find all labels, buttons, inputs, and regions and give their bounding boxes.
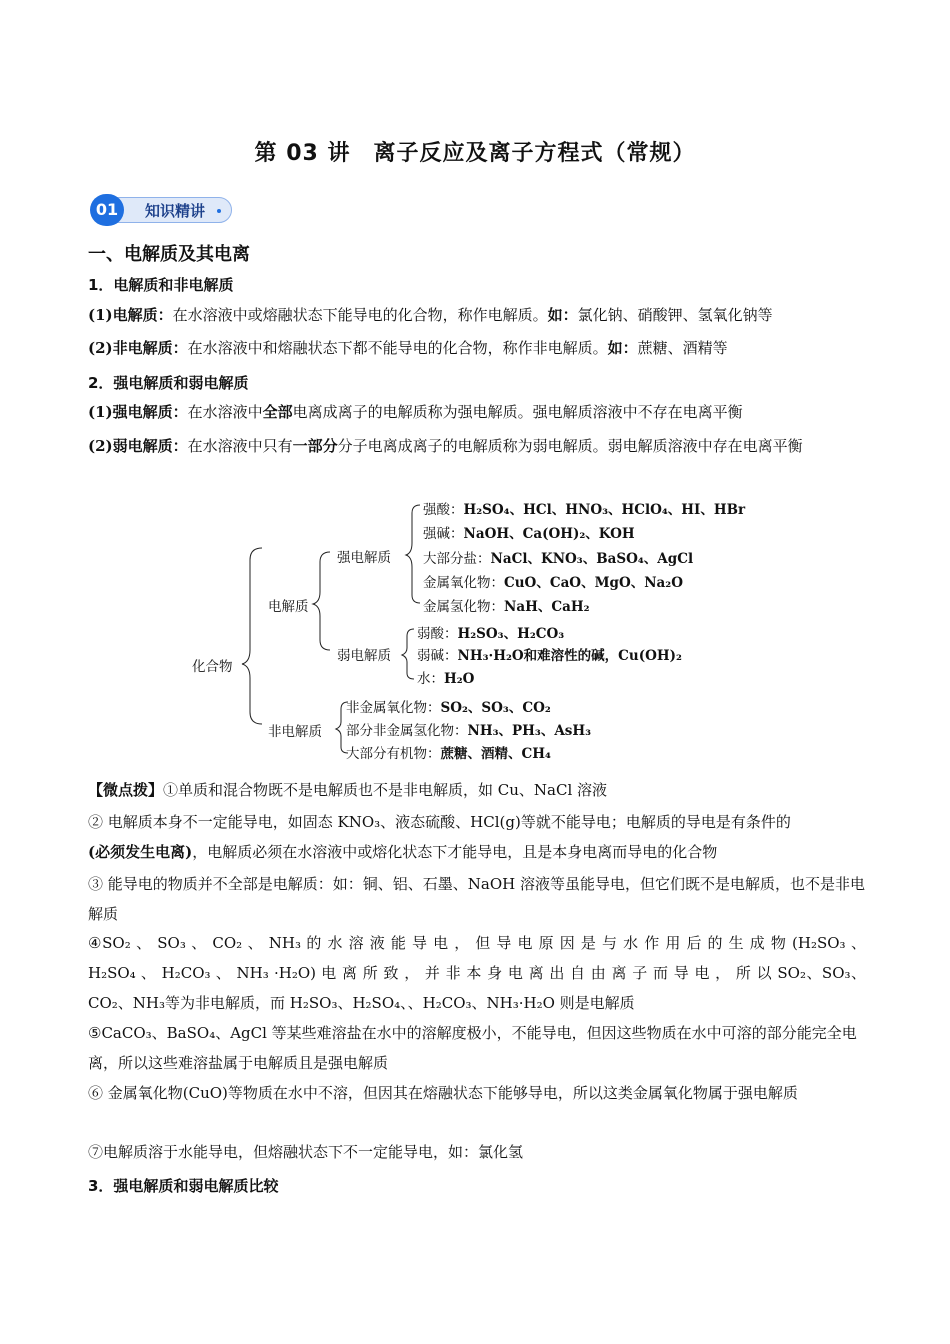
def-text: 在水溶液中和熔融状态下都不能导电的化合物，称作非电解质。 xyxy=(187,339,608,357)
item-label: 弱碱： xyxy=(417,648,458,664)
item-value: NH₃、PH₃、AsH₃ xyxy=(467,723,592,739)
tree-strong: 强电解质 xyxy=(337,550,391,566)
subheading-2: 2．强电解质和弱电解质 xyxy=(88,374,249,392)
item-label: 金属氧化物： xyxy=(423,575,504,591)
item-value: NaCl、KNO₃、BaSO₄、AgCl xyxy=(490,551,694,567)
section-heading: 一、电解质及其电离 xyxy=(88,244,250,265)
page-title: 第 03 讲 离子反应及离子方程式（常规） xyxy=(254,141,696,166)
brace-electrolyte xyxy=(313,552,330,650)
item-label: 部分非金属氢化物： xyxy=(346,723,468,739)
item-value: H₂O xyxy=(444,671,475,687)
subheading-1: 1．电解质和非电解质 xyxy=(88,276,234,294)
subheading-3: 3．强电解质和弱电解质比较 xyxy=(88,1177,279,1195)
non-item xyxy=(346,696,551,716)
def-text-b: 分子电离成离子的电解质称为弱电解质。弱电解质溶液中存在电离平衡 xyxy=(337,437,803,455)
strong-item xyxy=(423,522,635,542)
tree-non-electrolyte: 非电解质 xyxy=(268,724,322,740)
emphasis: 一部分 xyxy=(292,437,338,455)
strong-item xyxy=(423,595,590,615)
tree-weak: 弱电解质 xyxy=(337,648,391,664)
tip-text: ①单质和混合物既不是电解质也不是非电解质，如 Cu、NaCl 溶液 xyxy=(163,781,608,799)
item-value: H₂SO₃、H₂CO₃ xyxy=(457,626,565,642)
strong-item xyxy=(423,571,683,591)
term: (2)弱电解质： xyxy=(88,437,188,455)
tip-4: ④SO₂ 、 SO₃ 、 CO₂ 、 NH₃ 的 水 溶 液 能 导 电 ， 但 导 电 原 因 是 与 水 作 用 后 的 生 成 物 (H₂SO₃ 、 H₂SO₄ 、 H₂CO₃ 、 NH₃ ·H₂O) 电 离 所 致 ， 并 非 本 身 电 离 出 自 由 离 子 而 导 电 ， 所 以 SO₂、SO₃、CO₂、NH₃等为非电解质，而 H₂SO₃、H₂SO₄、、H₂CO₃、NH₃·H₂O 则是电解质 xyxy=(88,934,866,1012)
item-value: NaOH、Ca(OH)₂、KOH xyxy=(463,526,635,542)
tip-1 xyxy=(88,775,866,805)
term: (2)非电解质： xyxy=(88,339,188,357)
term: (1)强电解质： xyxy=(88,403,188,421)
badge-number: 01 xyxy=(90,194,124,226)
tip-emphasis: (必须发生电离) xyxy=(88,843,193,861)
item-value: 蔗糖、酒精、CH₄ xyxy=(440,746,551,762)
item-value: NH₃·H₂O和难溶性的碱，Cu(OH)₂ xyxy=(457,648,682,664)
def-text: 在水溶液中或熔融状态下能导电的化合物，称作电解质。 xyxy=(172,306,548,324)
eg-label: 如： xyxy=(547,306,578,324)
tree-electrolyte: 电解质 xyxy=(268,599,309,615)
item-label: 非金属氧化物： xyxy=(346,700,441,716)
brace-root xyxy=(242,548,262,724)
item-value: CuO、CaO、MgO、Na₂O xyxy=(504,575,683,591)
eg-label: 如： xyxy=(607,339,638,357)
tip-2 xyxy=(88,807,866,867)
weak-item xyxy=(417,622,564,642)
item-value: H₂SO₄、HCl、HNO₃、HClO₄、HI、HBr xyxy=(463,502,746,518)
item-value: NaH、CaH₂ xyxy=(504,599,590,615)
def-text-a: 在水溶液中只有 xyxy=(187,437,293,455)
def-text-a: 在水溶液中 xyxy=(187,403,263,421)
tip-text-b: ，电解质必须在水溶液中或熔化状态下才能导电，且是本身电离而导电的化合物 xyxy=(192,843,718,861)
eg-text: 蔗糖、酒精等 xyxy=(637,339,728,357)
tip-3: ③ 能导电的物质并不全部是电解质：如：铜、铝、石墨、NaOH 溶液等虽能导电，但它们既不是电解质，也不是非电解质 xyxy=(88,875,865,923)
def-text-b: 电离成离子的电解质称为强电解质。强电解质溶液中不存在电离平衡 xyxy=(292,403,743,421)
tip-text: ② 电解质本身不一定能导电，如固态 KNO₃、液态硫酸、HCl(g)等就不能导电；电解质的导电是有条件的 xyxy=(88,813,791,831)
item-value: SO₂、SO₃、CO₂ xyxy=(440,700,551,716)
badge-label-text: 知识精讲 xyxy=(145,202,206,220)
emphasis: 全部 xyxy=(262,403,293,421)
weak-item xyxy=(417,667,474,687)
item-label: 弱酸： xyxy=(417,626,458,642)
term: (1)电解质： xyxy=(88,306,173,324)
brace-weak xyxy=(402,629,414,679)
tip-5: ⑤CaCO₃、BaSO₄、AgCl 等某些难溶盐在水中的溶解度极小，不能导电，但因这些物质在水中可溶的部分能完全电离，所以这些难溶盐属于电解质且是强电解质 xyxy=(88,1024,857,1072)
weak-item xyxy=(417,644,682,664)
non-item xyxy=(346,742,551,762)
item-label: 水： xyxy=(417,671,444,687)
strong-item xyxy=(423,547,693,567)
tip-6: ⑥ 金属氧化物(CuO)等物质在水中不溶，但因其在熔融状态下能够导电，所以这类金属氧化物属于强电解质 xyxy=(88,1084,798,1102)
tree-root: 化合物 xyxy=(192,659,233,675)
item-label: 大部分盐： xyxy=(423,551,491,567)
non-item xyxy=(346,719,591,739)
brace-strong xyxy=(406,505,420,603)
item-label: 强碱： xyxy=(423,526,464,542)
eg-text: 氯化钠、硝酸钾、氢氧化钠等 xyxy=(577,306,773,324)
item-label: 金属氢化物： xyxy=(423,599,504,615)
tips-label: 【微点拨】 xyxy=(88,781,164,799)
item-label: 大部分有机物： xyxy=(346,746,441,762)
item-label: 强酸： xyxy=(423,502,464,518)
tip-7: ⑦电解质溶于水能导电，但熔融状态下不一定能导电，如：氯化氢 xyxy=(88,1143,524,1161)
strong-item xyxy=(423,498,745,518)
